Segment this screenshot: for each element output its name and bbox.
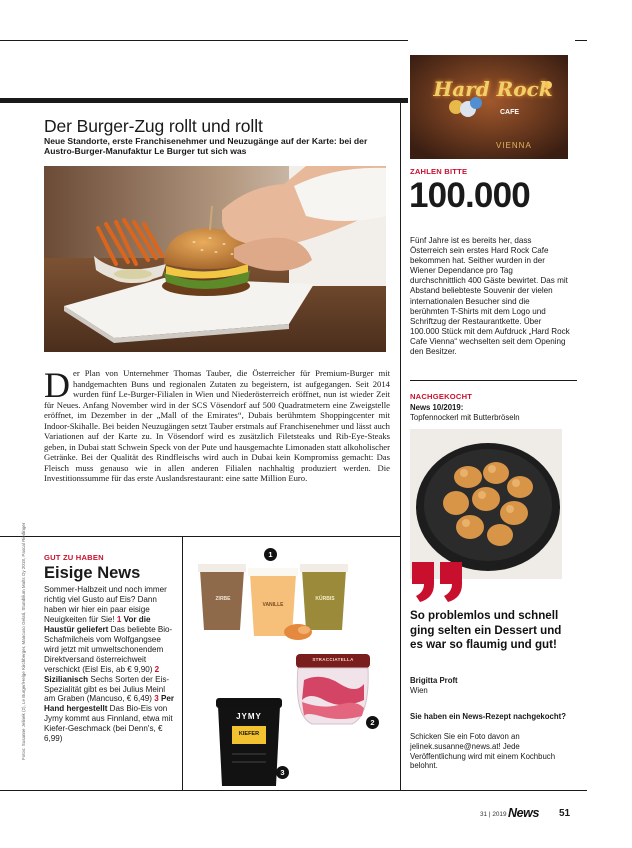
cup-label-3: KÜRBIS [315,596,335,602]
item1-number: 1 [116,614,122,624]
cup-label-1: ZIRBE [215,596,231,602]
item1-text: Das beliebte Bio-Schafmilcheis vom Wolfgangsee wird jetzt mit umweltschonendem Direktversand österreichweit verschickt (Eisl Eis, ab € 9,90) [44,624,173,674]
item2-text: Sechs Sorten der Eis-Spezialität gibt es bei Julius Meinl am Graben (Mancuso, € 6,49) [44,674,170,704]
quote-city: Wien [410,686,428,695]
section-rule-gut [0,536,400,537]
quote-author: Brigitta Proft [410,676,458,685]
recipe-question: Sie haben ein News-Rezept nachgekocht? [410,712,566,721]
cup-label-2: VANILLE [262,602,284,608]
item2-number: 2 [154,664,160,674]
article-subtitle: Neue Standorte, erste Franchisenehmer und Neuzugänge auf der Karte: bei der Austro-Burger-Manufaktur Le Burger tut sich was [44,136,368,157]
item3-number: 3 [154,694,159,704]
photo-credit: Fotos: Susanne Jelinek (2), Le Burger/Helge Kirchberger, Mancuso Gelati, Stumbilum Malts Oy 2018, Pascal Riedinger [21,522,26,760]
ice-cream-products [192,540,392,790]
nachgekocht-issue: News 10/2019: [410,403,464,412]
section-rule-nachgekocht [410,380,577,381]
page-number: 51 [559,808,571,819]
badge-1: 1 [264,548,277,561]
nachgekocht-kicker: NACHGEKOCHT [410,392,473,401]
drop-cap: D [44,365,70,405]
article-body [44,365,390,484]
quote-marks-icon [410,560,466,604]
badge-3: 3 [276,766,289,779]
gut-zu-haben-kicker: GUT ZU HABEN [44,553,104,562]
jymy-label: JYMY [236,712,262,721]
jymy-sub-label: KIEFER [238,731,260,737]
article-title: Der Burger-Zug rollt und rollt [44,116,263,136]
reader-quote: So problemlos und schnell ging selten ein Dessert und es war so flaumig und gut! [410,609,562,652]
jar-label: STRACCIATELLA [312,657,354,662]
item2-heading: Sizilianisch [44,674,89,684]
gut-zu-haben-body [44,585,176,744]
nachgekocht-dish: Topfennockerl mit Butterbröseln [410,413,520,422]
item3-text: Das Bio-Eis von Jymy kommt aus Finnland, etwa mit Kiefer-Geschmack (bei Denn's, € 6,99) [44,704,173,744]
issue-date: 31 | 2019 [480,811,507,818]
hard-rock-cafe-photo [410,55,568,159]
header-bar [0,98,408,103]
hard-rock-sign-cafe: CAFE [500,109,520,116]
gut-intro: Sommer-Halbzeit und noch immer richtig viel Gusto auf Eis? Dann haben wir hier ein paar eisige Neuigkeiten für Sie! [44,585,167,624]
zahlen-bitte-kicker: ZAHLEN BITTE [410,167,468,176]
top-rule-right [575,40,587,41]
article-text: er Plan von Unternehmer Thomas Tauber, die Österreicher für Premium-Burger mit handgemachten Buns und regionalen Zutaten zu begeistern, ist aufgegangen. Seit 2014 wurden fünf Le-Burger-Filialen in Wien und Niederösterreich eröffnet, nun ist wieder Zeit für Neues. Anfang November wird in der SCS Vösendorf auf 500 Quadratmetern eine Zweigstelle eröffnet, im Dezember in der „Mall of the Emirates“, Dubais berühmtem Shoppingcenter mit Indoor-Skihalle. Bei beiden Neuzugängen setzt Tauber erstmals auf Franchisenehmer und lässt auch Variationen auf der Karte zu. In Vösendorf wird es zusätzlich Filetsteaks und Rib-Eye-Steaks geben, in Dubai statt Schwein Speck von der Pute und hausgemachte Limonaden statt alkoholischer Getränke. Bei der Qualität des Rindfleischs wird auch in Dubai kein Kompromiss gemacht: Das Fleisch muss genauso wie in allen anderen Filialen nachhaltig produziert werden. Die Investitionssumme für das erste Auslandsrestaurant: eine satte Million Euro. [44,368,390,484]
burger-photo [44,166,386,352]
hard-rock-sign-city: VIENNA [496,141,532,150]
news-logo: News [508,806,540,820]
top-rule-left [0,40,408,41]
zahlen-bitte-body: Fünf Jahre ist es bereits her, dass Österreich sein erstes Hard Rock Cafe bekommen hat. Seither wurden in der Wiener Dependance pro Tag durchschnittlich 400 Gäste bewirtet. Das mit Abstand beliebteste Souvenir der vielen internationalen Besucher sind die berühmten T-Shirts mit dem Logo und Schriftzug der Restaurantkette. Über 100.000 Stück mit dem Aufdruck „Hard Rock Cafe Vienna“ wechselten seit dem Opening den Besitzer. [410,236,570,357]
footer-rule [0,790,587,791]
gut-zu-haben-title: Eisige News [44,564,141,582]
product-divider [182,536,183,790]
item1-heading: Vor die Haustür geliefert [44,614,151,634]
zahlen-bitte-number: 100.000 [409,176,530,215]
recipe-call-to-action: Schicken Sie ein Foto davon an jelinek.susanne@news.at! Jede Veröffentlichung wird mit einem Kochbuch belohnt. [410,732,556,771]
topfennockerl-photo [410,429,562,579]
column-divider [400,98,401,790]
badge-2: 2 [366,716,379,729]
item3-heading: Per Hand hergestellt [44,694,175,714]
hard-rock-sign: Hard Rock [433,77,553,101]
